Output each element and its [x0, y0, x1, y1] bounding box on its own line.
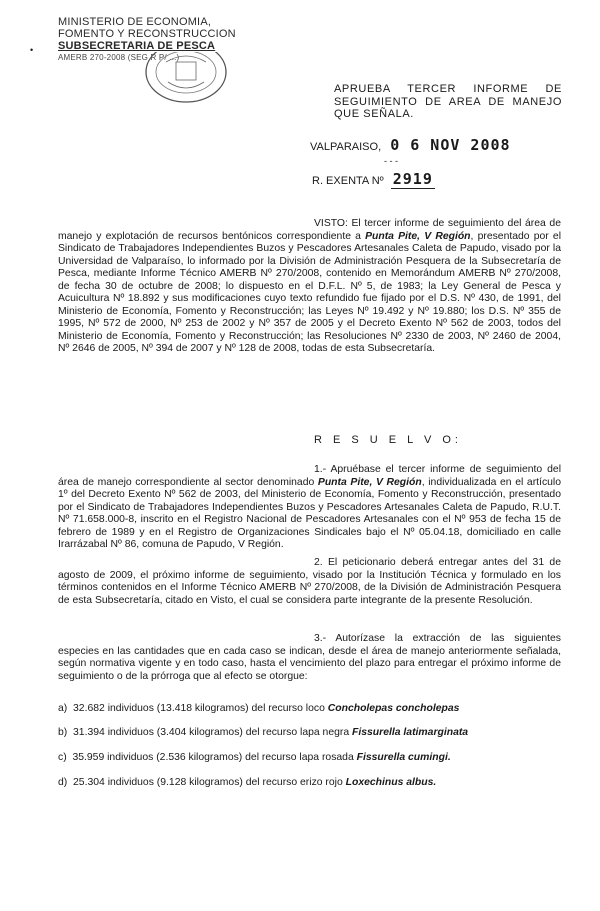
subsecretaria-line: SUBSECRETARIA DE PESCA — [58, 40, 216, 52]
place: VALPARAISO, — [310, 141, 382, 153]
list-item: a) 32.682 individuos (13.418 kilogramos) del recurso loco Concholepas concholepas — [58, 703, 460, 714]
article-1: 1.- Apruébase el tercer informe de seguimiento del área de manejo correspondiente al sector denominado Punta Pite, V Región, individualizada en el artículo 1º del Decreto Exento Nº 562 de 2003, del Ministerio de Economía, Fomento y Reconstrucción, presentado por el Sindicato de Trabajadores Independientes Buzos y Pescadores Artesanales Caleta de Papudo, R.U.T. Nº 71.658.000-8, inscrito en el Registro Nacional de Pescadores Artesanales con el Nº 953 de fecha 15 de febrero de 1989 y en el Registro de Organizaciones Sindicales bajo el Nº 05.04.18, domiciliado en calle Irarrázabal Nº 86, comuna de Papudo, V Región. — [58, 464, 562, 550]
species-name: Concholepas concholepas — [327, 703, 460, 714]
species-name: Fissurella cumingi. — [356, 752, 451, 763]
species-name: Loxechinus albus. — [345, 777, 437, 788]
exenta-label: R. EXENTA Nº — [312, 175, 384, 187]
official-seal-icon — [140, 52, 232, 108]
article-2: 2. El peticionario deberá entregar antes del 31 de agosto de 2009, el próximo informe de seguimiento, visado por la Institución Técnica y formulado en los términos contenidos en el Informe Técnico AMERB Nº 270/2008, de la División de Administración Pesquera de esta Subsecretaría, citado en Visto, el cual se considera parte integrante de la presente Resolución. — [58, 557, 561, 606]
reference-line: AMERB 270-2008 (SEG R P/ ...) — [58, 53, 180, 62]
list-item: c) 35.959 individuos (2.536 kilogramos) del recurso lapa rosada Fissurella cumingi. — [58, 752, 451, 763]
margin-mark: • — [30, 45, 34, 55]
place-date — [310, 136, 511, 154]
exenta-number: 2919 — [392, 170, 433, 188]
document-title: APRUEBA TERCER INFORME DE SEGUIMIENTO DE AREA DE MANEJO QUE SEÑALA. — [334, 83, 562, 120]
date-stamp: 0 6 NOV 2008 — [390, 136, 511, 154]
resolution-number — [312, 170, 435, 188]
location-emphasis: Punta Pite, V Región — [317, 476, 422, 488]
separator-mark: - - - — [384, 156, 398, 166]
species-name: Fissurella latimarginata — [352, 727, 469, 738]
visto-paragraph: VISTO: El tercer informe de seguimiento del área de manejo y explotación de recursos bentónicos correspondiente a Punta Pite, V Región, presentado por el Sindicato de Trabajadores Independientes Buzos y Pescadores Artesanales Caleta de Papudo, visado por la Universidad de Valparaíso, lo informado por la División de Administración Pesquera de la Subsecretaría de Pesca, mediante Informe Técnico AMERB Nº 270/2008, contenido en Memorándum AMERB Nº 270/2008, de fecha 30 de octubre de 2008; lo dispuesto en el D.F.L. Nº 5, de 1983; la Ley General de Pesca y Acuicultura Nº 18.892 y sus modificaciones cuyo texto refundido fue fijado por el D.S. Nº 430, de 1991, del Ministerio de Economía, Fomento y Reconstrucción; las Leyes Nº 19.492 y Nº 19.880; los D.S. Nº 355 de 1995, Nº 572 de 2000, Nº 253 de 2002 y Nº 357 de 2005 y el Decreto Exento Nº 562 de 2003, todos del Ministerio de Economía, Fomento y Reconstrucción; las Resoluciones Nº 2330 de 2003, Nº 2460 de 2004, Nº 2646 de 2005, Nº 394 de 2007 y Nº 128 de 2008, todas de esta Subsecretaría. — [58, 218, 562, 354]
location-emphasis: Punta Pite, V Región — [365, 230, 471, 242]
list-item: d) 25.304 individuos (9.128 kilogramos) del recurso erizo rojo Loxechinus albus. — [58, 777, 437, 788]
ministry-line-1: MINISTERIO DE ECONOMIA, — [58, 16, 212, 28]
article-3: 3.- Autorízase la extracción de las siguientes especies en las cantidades que en cada caso se indican, desde el área de manejo anteriormente señalada, según normativa vigente y en todo caso, hasta el vencimiento del plazo para entregar el próximo informe de seguimiento o de la prórroga que al efecto se otorgue: — [58, 633, 561, 682]
ministry-line-2: FOMENTO Y RECONSTRUCCION — [58, 28, 236, 40]
list-item: b) 31.394 individuos (3.404 kilogramos) del recurso lapa negra Fissurella latimarginata — [58, 727, 469, 738]
resuelvo-heading: R E S U E L V O: — [314, 434, 462, 446]
